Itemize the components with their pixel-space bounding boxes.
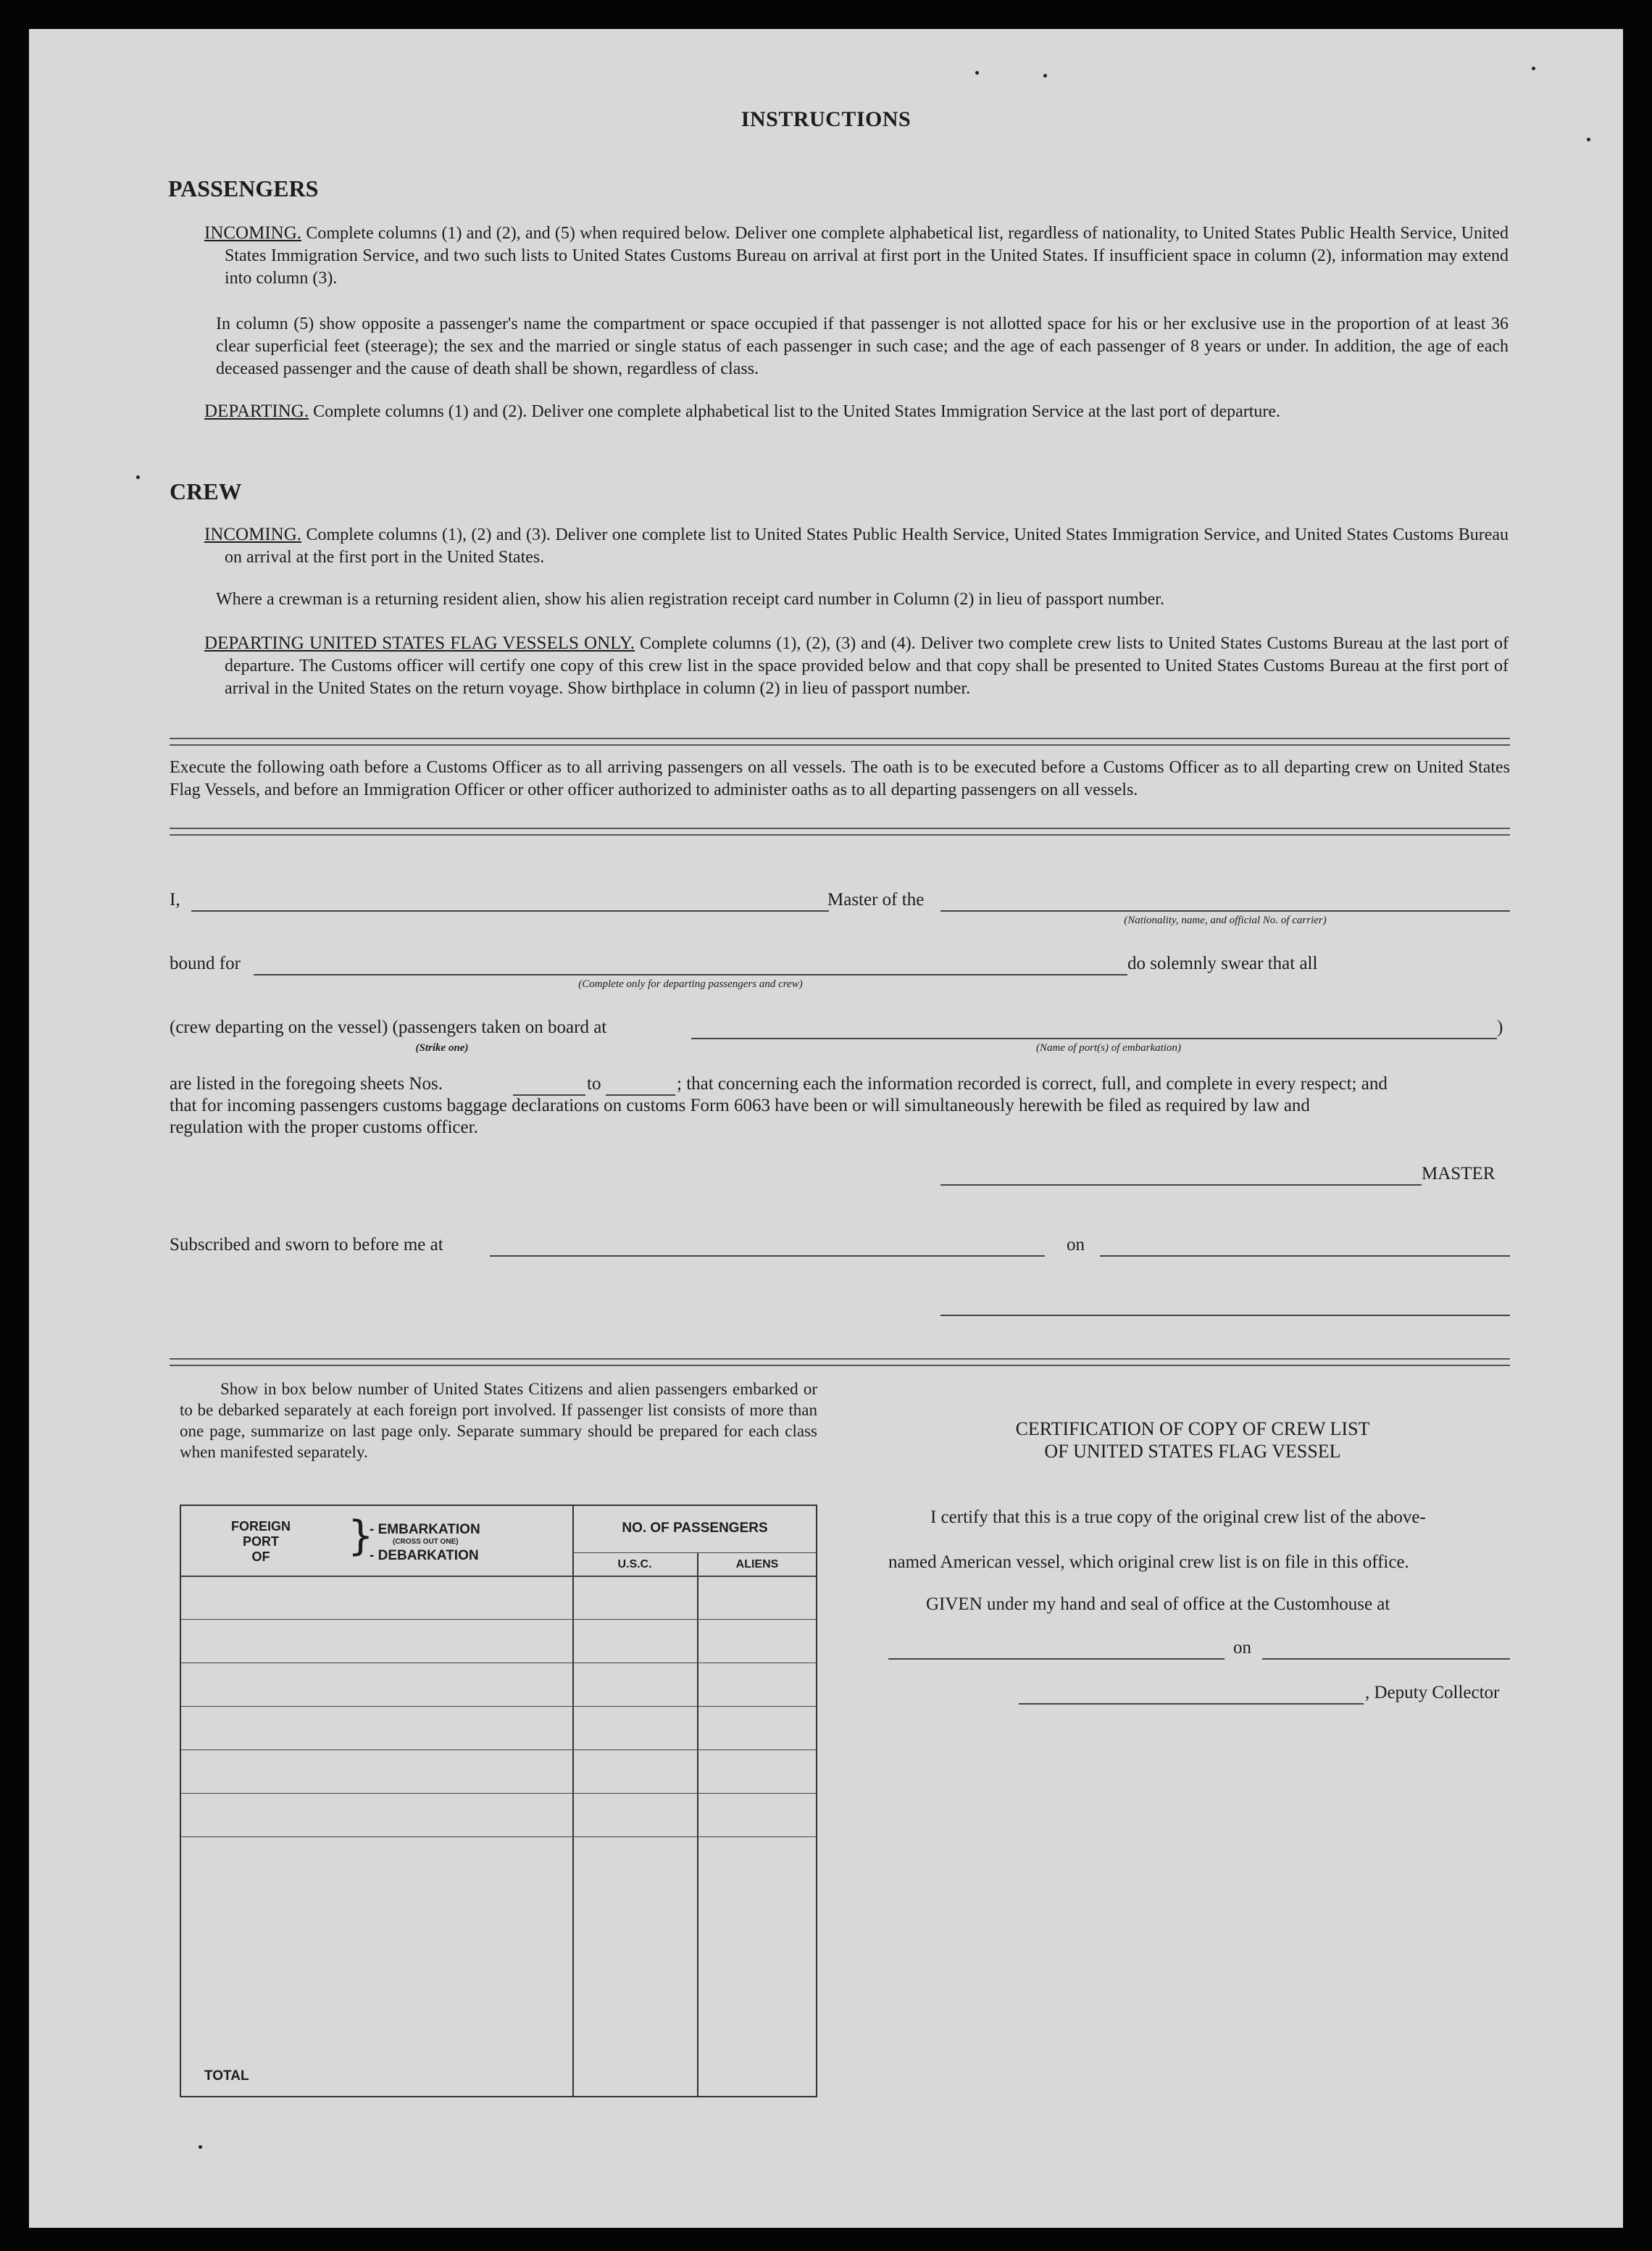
crew-departing-paragraph (204, 632, 1509, 700)
bound-for-line[interactable] (254, 974, 1127, 975)
sworn-at-line[interactable] (490, 1255, 1045, 1257)
certification-line1: I certify that this is a true copy of the original crew list of the above- (930, 1507, 1426, 1527)
table-header-rule (181, 1576, 816, 1577)
carrier-line[interactable] (940, 910, 1510, 912)
bound-note: (Complete only for departing passengers and crew) (578, 978, 803, 990)
master-of-the: Master of the (827, 890, 925, 910)
oath-i: I, (170, 890, 180, 910)
usc-label: U.S.C. (617, 1558, 652, 1570)
crew-incoming-text: Complete columns (1), (2) and (3). Deliver one complete list to United States Public Health Service, United States Immigration Service, and United States Customs Bureau on arrival at the first port in the United States. (225, 525, 1509, 567)
table-row[interactable] (181, 1793, 816, 1794)
certification-line3: GIVEN under my hand and seal of office at the Customhouse at (926, 1594, 1390, 1614)
sworn-date-line[interactable] (1100, 1255, 1510, 1257)
passengers-departing-text: Complete columns (1) and (2). Deliver one complete alphabetical list to the United States Immigration Service at the last port of departure. (313, 402, 1281, 421)
certification-heading-line1: CERTIFICATION OF COPY OF CREW LIST (1015, 1418, 1370, 1439)
crew-heading: CREW (170, 478, 242, 504)
deputy-collector-label: , Deputy Collector (1365, 1683, 1500, 1702)
embarkation-label: - EMBARKATION (370, 1522, 480, 1537)
passengers-incoming-text: Complete columns (1) and (2), and (5) when required below. Deliver one complete alphabetical list, regardless of nationality, to United States Public Health Service, United States Immigration Service, and two such lists to United States Customs Bureau on arrival at first port in the United States. If insufficient space in column (2), information may extend into column (3). (225, 224, 1509, 288)
form-page (29, 29, 1623, 2228)
passengers-departing-lead: DEPARTING. (204, 401, 309, 421)
oath-intro: Execute the following oath before a Customs Officer as to all arriving passengers on all vessels. The oath is to be executed before a Customs Officer as to all departing crew on United States Flag Vessels, and before an Immigration Officer or other officer authorized to administer oaths as to all departing passengers on all vessels. (170, 758, 1510, 799)
table-row[interactable] (181, 1706, 816, 1707)
total-label: TOTAL (204, 2068, 249, 2084)
officer-signature-line[interactable] (940, 1315, 1510, 1316)
port-note: (Name of port(s) of embarkation) (1036, 1042, 1181, 1054)
name-line[interactable] (191, 910, 829, 912)
listed-text: are listed in the foregoing sheets Nos. (170, 1074, 443, 1094)
passenger-summary-table (180, 1505, 817, 2097)
of-label: OF (251, 1549, 270, 1564)
crew-departing-text: (crew departing on the vessel) (passengers taken on board at (170, 1018, 607, 1037)
oath-line2: that for incoming passengers customs baggage declarations on customs Form 6063 have been or will simultaneously herewith be filed as required by law and (170, 1096, 1310, 1115)
scan-speck (1532, 67, 1535, 70)
scan-speck (136, 475, 140, 479)
passengers-departing-paragraph (204, 400, 1509, 423)
crew-resident-paragraph: Where a crewman is a returning resident alien, show his alien registration receipt card number in Column (2) in lieu of passport number. (216, 590, 1164, 609)
crew-departing-text: Complete columns (1), (2), (3) and (4). Deliver two complete crew lists to United States Customs Bureau at the last port of departure. The Customs officer will certify one copy of this crew list in the space provided below and that copy shall be presented to United States Customs Bureau at the first port of arrival in the United States on the return voyage. Show birthplace in column (2) in lieu of passport number. (225, 634, 1509, 698)
listed-to: to (587, 1074, 601, 1094)
scan-speck (975, 71, 979, 75)
certification-line2: named American vessel, which original crew list is on file in this office. (888, 1552, 1409, 1572)
certification-heading (874, 1418, 1511, 1462)
table-row[interactable] (181, 1749, 816, 1750)
bound-for: bound for (170, 954, 241, 973)
passengers-column5-paragraph: In column (5) show opposite a passenger's name the compartment or space occupied if that passenger is not allotted space for his or her exclusive use in the proportion of at least 36 clear superficial feet (steerage); the sex and the married or single status of each passenger in such case; and the age of each passenger of 8 years or under. In addition, the age of each deceased passenger and the cause of death shall be shown, regardless of class. (216, 315, 1509, 378)
crew-incoming-lead: INCOMING. (204, 525, 302, 544)
close-paren: ) (1497, 1018, 1503, 1037)
port-line[interactable] (691, 1038, 1497, 1039)
carrier-note: (Nationality, name, and official No. of carrier) (1124, 915, 1327, 926)
table-divider (572, 1506, 574, 2096)
master-label: MASTER (1422, 1164, 1495, 1183)
deputy-signature-line[interactable] (1019, 1703, 1364, 1705)
listed-text-b: ; that concerning each the information recorded is correct, full, and complete in every respect; and (677, 1074, 1388, 1094)
table-divider (697, 1552, 698, 2096)
master-signature-line[interactable] (940, 1184, 1422, 1186)
foreign-port-of-label (210, 1519, 312, 1565)
port-label: PORT (242, 1534, 279, 1549)
passengers-incoming-lead: INCOMING. (204, 223, 302, 243)
page-title: INSTRUCTIONS (741, 107, 911, 131)
crew-departing-lead: DEPARTING UNITED STATES FLAG VESSELS ONLY. (204, 633, 635, 653)
crew-incoming-paragraph (204, 523, 1509, 569)
brace-glyph: } (348, 1513, 374, 1560)
passengers-heading: PASSENGERS (168, 175, 319, 201)
passengers-incoming-paragraph (204, 222, 1509, 290)
scan-speck (199, 2145, 202, 2149)
table-rule (572, 1552, 816, 1553)
certification-heading-line2: OF UNITED STATES FLAG VESSEL (1044, 1441, 1341, 1462)
solemnly-text: do solemnly swear that all (1127, 954, 1318, 973)
oath-line3: regulation with the proper customs officer. (170, 1118, 478, 1137)
no-of-passengers-label: NO. OF PASSENGERS (622, 1520, 768, 1536)
certification-on: on (1233, 1638, 1251, 1657)
debarkation-label: - DEBARKATION (370, 1548, 479, 1563)
certification-date-line[interactable] (1262, 1658, 1510, 1660)
sworn-on: on (1067, 1235, 1085, 1255)
foreign-label: FOREIGN (230, 1519, 291, 1534)
section-divider (170, 1358, 1510, 1366)
customhouse-line[interactable] (888, 1658, 1225, 1660)
strike-one-note: (Strike one) (415, 1042, 469, 1054)
section-divider (170, 738, 1510, 746)
scan-speck (1043, 74, 1047, 78)
table-row[interactable] (181, 1836, 816, 1837)
subscribed-text: Subscribed and sworn to before me at (170, 1235, 443, 1255)
scan-speck (1587, 138, 1590, 141)
cross-out-label: (CROSS OUT ONE) (393, 1538, 459, 1546)
table-row[interactable] (181, 1619, 816, 1620)
summary-instructions: Show in box below number of United States Citizens and alien passengers embarked or to be debarked separately at each foreign port involved. If passenger list consists of more than one page, summarize on last page only. Separate summary should be prepared for each class when manifested separately. (180, 1380, 817, 1461)
aliens-label: ALIENS (735, 1558, 779, 1570)
section-divider (170, 828, 1510, 836)
